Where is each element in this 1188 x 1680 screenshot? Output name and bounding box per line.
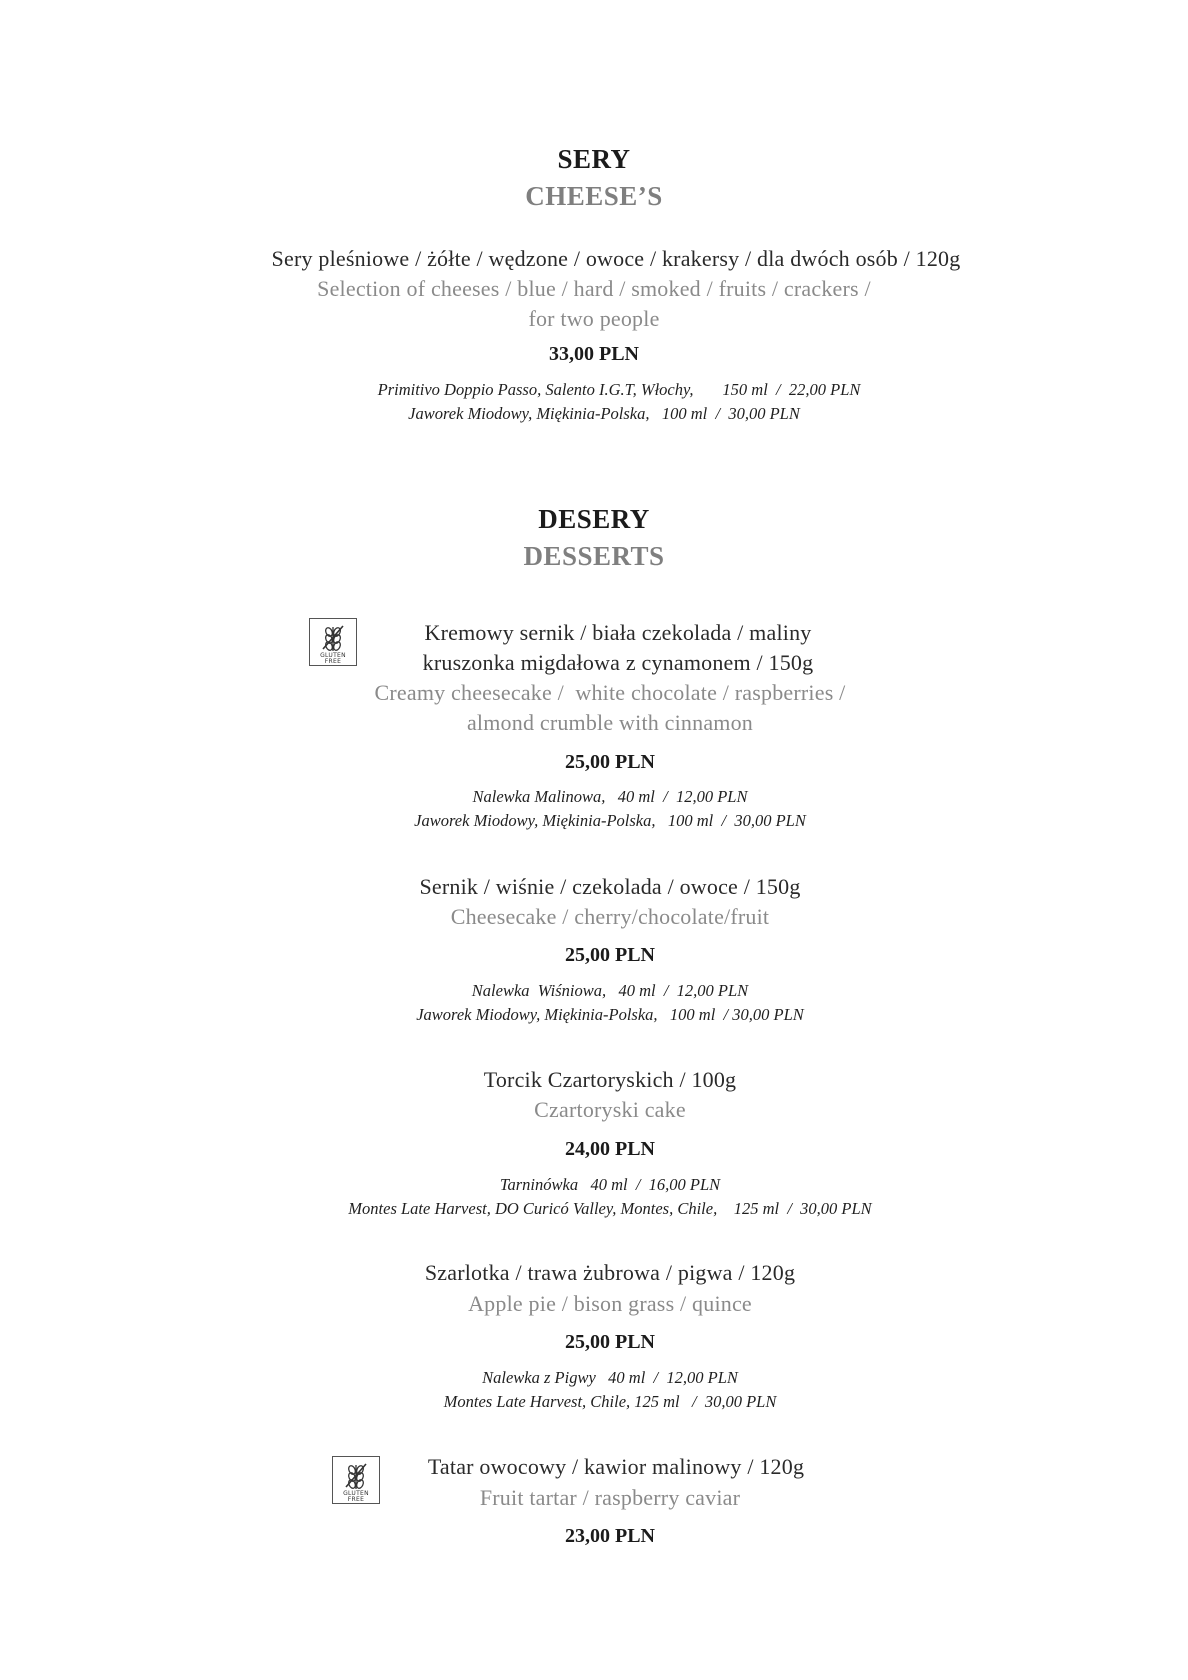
dish-name-pl: Tatar owocowy / kawior malinowy / 120g <box>427 1454 805 1479</box>
pairing-line: Nalewka Wiśniowa, 40 ml / 12,00 PLN <box>471 981 749 1000</box>
pairing-line: Jaworek Miodowy, Miękinia-Polska, 100 ml / 30,00 PLN <box>408 404 800 423</box>
pairing-line: Montes Late Harvest, DO Curicó Valley, Montes, Chile, 125 ml / 30,00 PLN <box>348 1199 872 1218</box>
dish-name-en: for two people <box>528 306 660 331</box>
gluten-free-label: FREE <box>324 658 342 665</box>
gluten-free-label: GLUTEN <box>320 652 346 659</box>
dish-price: 33,00 PLN <box>549 343 639 365</box>
gluten-free-label: FREE <box>347 1496 365 1503</box>
dish-price: 25,00 PLN <box>565 1331 655 1353</box>
dish-name-en: almond crumble with cinnamon <box>466 710 754 735</box>
pairing-line: Jaworek Miodowy, Miękinia-Polska, 100 ml / 30,00 PLN <box>416 1005 804 1024</box>
dish-name-en: Czartoryski cake <box>534 1097 686 1122</box>
dish-price: 24,00 PLN <box>565 1138 655 1160</box>
dish-name-pl: Sernik / wiśnie / czekolada / owoce / 150g <box>419 874 801 899</box>
dish-name-en: Fruit tartar / raspberry caviar <box>479 1485 741 1510</box>
pairing-line: Jaworek Miodowy, Miękinia-Polska, 100 ml / 30,00 PLN <box>414 811 806 830</box>
dish-price: 23,00 PLN <box>565 1525 655 1547</box>
dish-price: 25,00 PLN <box>565 944 655 966</box>
dish-name-en: Cheesecake / cherry/chocolate/fruit <box>450 904 770 929</box>
desserts-heading-en: DESSERTS <box>523 541 665 571</box>
dish-name-pl: Szarlotka / trawa żubrowa / pigwa / 120g <box>424 1260 796 1285</box>
dish-name-en: Creamy cheesecake / white chocolate / raspberries / <box>374 680 846 705</box>
desserts-heading-pl: DESERY <box>538 504 650 534</box>
dish-name-pl: Kremowy sernik / biała czekolada / maliny <box>424 620 812 645</box>
pairing-line: Nalewka z Pigwy 40 ml / 12,00 PLN <box>482 1368 738 1387</box>
pairing-line: Montes Late Harvest, Chile, 125 ml / 30,00 PLN <box>443 1392 777 1411</box>
cheese-heading-en: CHEESE’S <box>525 181 663 211</box>
pairing-line: Tarninówka 40 ml / 16,00 PLN <box>499 1175 721 1194</box>
gluten-free-label: GLUTEN <box>343 1490 369 1497</box>
dish-name-pl: Torcik Czartoryskich / 100g <box>483 1067 737 1092</box>
pairing-line: Nalewka Malinowa, 40 ml / 12,00 PLN <box>472 787 748 806</box>
dish-name-pl: Sery pleśniowe / żółte / wędzone / owoce / krakersy / dla dwóch osób / 120g <box>271 246 961 271</box>
dish-name-en: Selection of cheeses / blue / hard / smoked / fruits / crackers / <box>317 276 871 301</box>
pairing-line: Primitivo Doppio Passo, Salento I.G.T, Włochy, 150 ml / 22,00 PLN <box>377 380 861 399</box>
dish-price: 25,00 PLN <box>565 751 655 773</box>
cheese-heading-pl: SERY <box>557 144 631 174</box>
dish-name-pl: kruszonka migdałowa z cynamonem / 150g <box>422 650 814 675</box>
dish-name-en: Apple pie / bison grass / quince <box>468 1291 752 1316</box>
